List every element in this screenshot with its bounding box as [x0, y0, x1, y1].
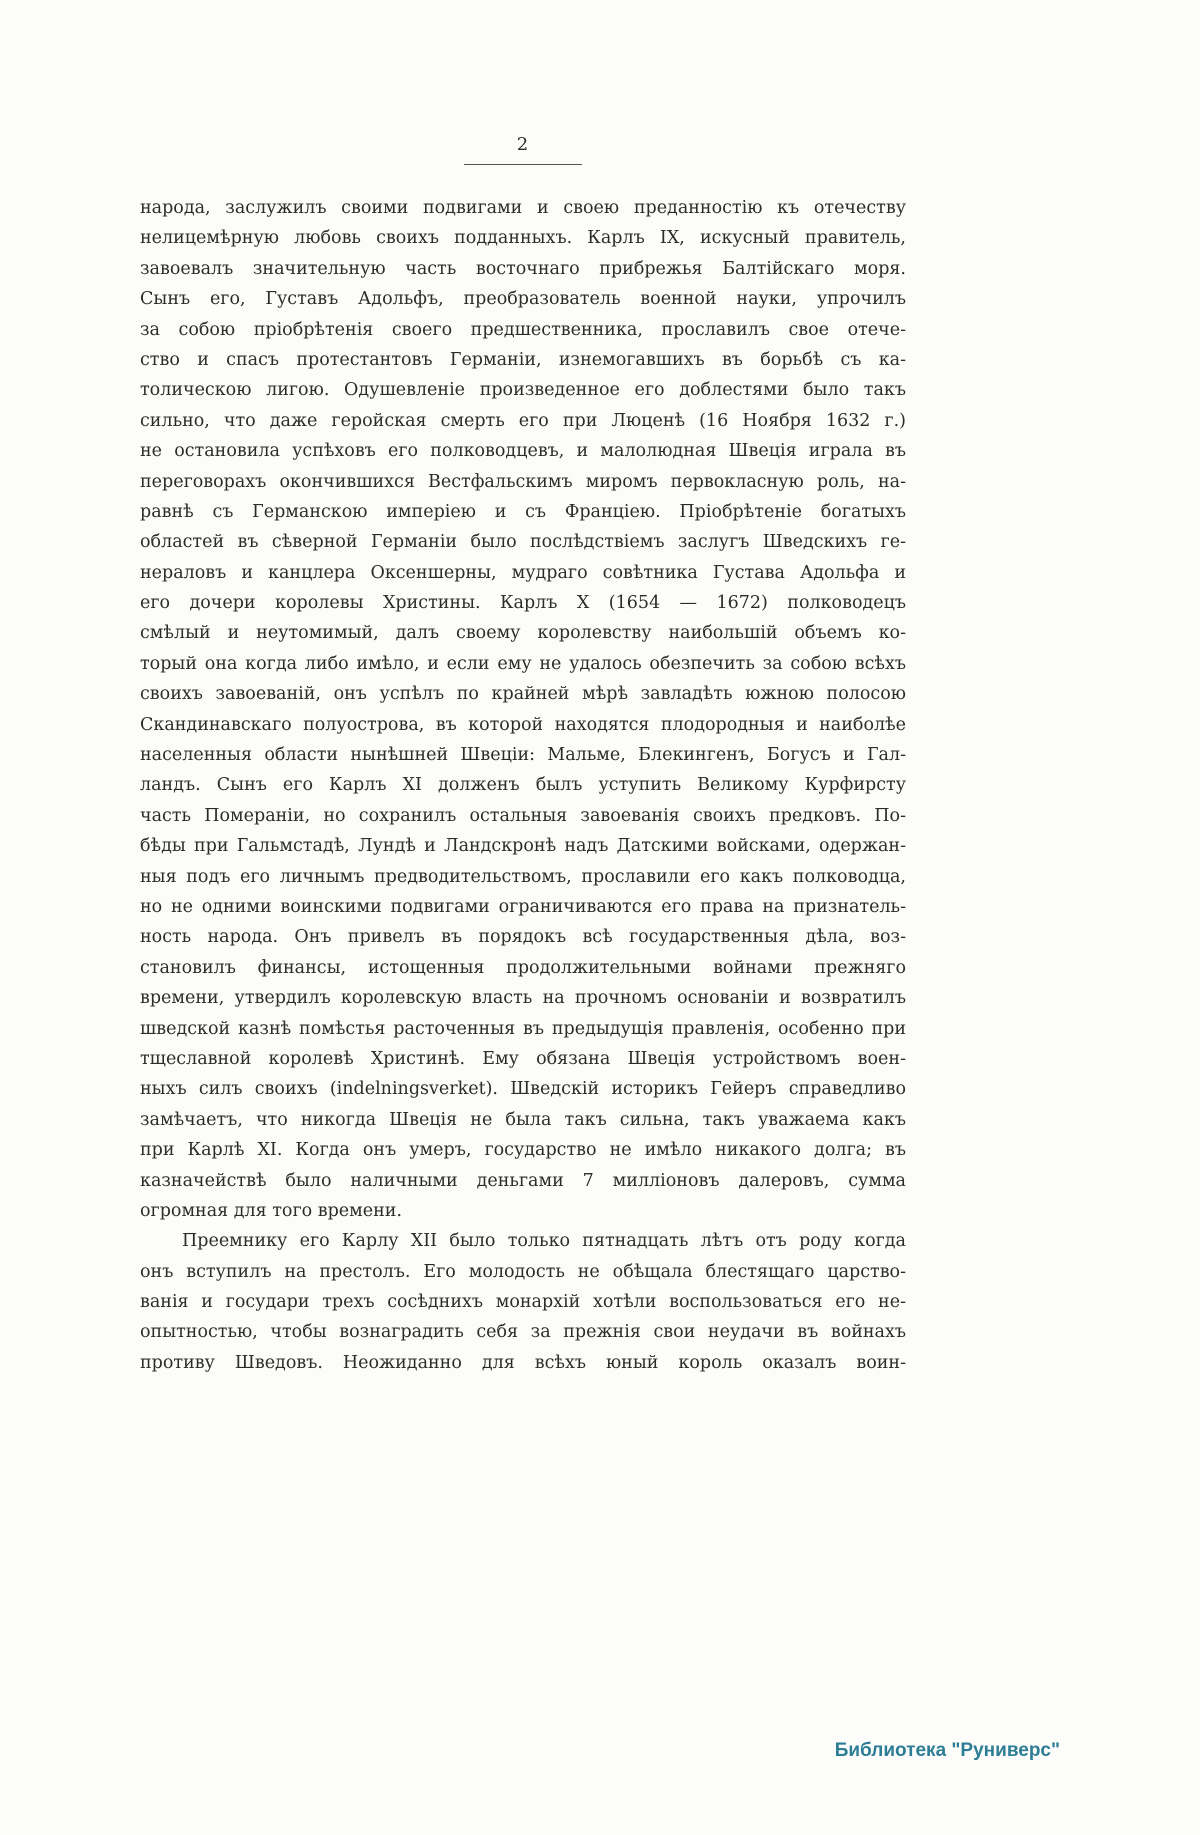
text-line: времени, утвердилъ королевскую власть на прочномъ основаніи и возвратилъ — [140, 988, 906, 1009]
page-number-rule — [464, 164, 582, 165]
text-line: переговорахъ окончившихся Вестфальскимъ миромъ первокласную роль, на- — [140, 471, 906, 492]
text-line: при Карлѣ XI. Когда онъ умеръ, государство не имѣло никакого долга; въ — [140, 1140, 906, 1161]
library-watermark: Библиотека "Руниверс" — [834, 1740, 1060, 1761]
text-line: онъ вступилъ на престолъ. Его молодость не обѣщала блестящаго царство- — [140, 1261, 906, 1282]
text-line: толическою лигою. Одушевленіе произведенное его доблестями было такъ — [140, 380, 906, 401]
text-line: Скандинавскаго полуострова, въ которой находятся плодородныя и наиболѣе — [140, 714, 906, 735]
text-line: за собою пріобрѣтенія своего предшественника, прославилъ свое отече- — [140, 319, 906, 340]
text-line: своихъ завоеваній, онъ успѣлъ по крайней мѣрѣ завладѣть южною полосою — [140, 684, 906, 705]
text-line: Сынъ его, Густавъ Адольфъ, преобразователь военной науки, упрочилъ — [140, 289, 906, 310]
text-line: ванія и государи трехъ сосѣднихъ монархій хотѣли воспользоваться его не- — [140, 1292, 906, 1313]
text-line: нелицемѣрную любовь своихъ подданныхъ. Карлъ IX, искусный правитель, — [140, 228, 906, 249]
text-line: часть Помераніи, но сохранилъ остальныя завоеванія своихъ предковъ. По- — [140, 805, 906, 826]
text-line: Преемнику его Карлу XII было только пятнадцать лѣтъ отъ роду когда — [182, 1231, 906, 1252]
text-line: нераловъ и канцлера Оксеншерны, мудраго совѣтника Густава Адольфа и — [140, 562, 906, 583]
text-line: торый она когда либо имѣло, и если ему не удалось обезпечить за собою всѣхъ — [140, 653, 906, 674]
text-line: не остановила успѣховъ его полководцевъ, и малолюдная Швеція играла въ — [140, 441, 906, 462]
text-line: ландъ. Сынъ его Карлъ XI долженъ былъ уступить Великому Курфирсту — [140, 775, 906, 796]
text-line: ность народа. Онъ привелъ въ порядокъ всѣ государственныя дѣла, воз- — [140, 927, 906, 948]
text-line: равнѣ съ Германскою имперіею и съ Франціею. Пріобрѣтеніе богатыхъ — [140, 501, 906, 522]
text-line: смѣлый и неутомимый, далъ своему королевству наибольшій объемъ ко- — [140, 623, 906, 644]
page-text — [140, 193, 906, 1378]
text-line: шведской казнѣ помѣстья расточенныя въ предыдущія правленія, особенно при — [140, 1018, 906, 1039]
text-line: опытностью, чтобы вознаградить себя за прежнія свои неудачи въ войнахъ — [140, 1322, 906, 1343]
text-line: населенныя области нынѣшней Швеціи: Мальме, Блекингенъ, Богусъ и Гал- — [140, 745, 906, 766]
text-line: ство и спасъ протестантовъ Германіи, изнемогавшихъ въ борьбѣ съ ка- — [140, 349, 906, 370]
page-number: 2 — [516, 134, 530, 155]
text-line: замѣчаетъ, что никогда Швеція не была такъ сильна, такъ уважаема какъ — [140, 1109, 906, 1130]
text-line: огромная для того времени. — [140, 1200, 403, 1221]
text-line: завоевалъ значительную часть восточнаго прибрежья Балтійскаго моря. — [140, 258, 906, 279]
text-line: сильно, что даже геройская смерть его при Люценѣ (16 Ноября 1632 г.) — [140, 410, 906, 431]
text-line: ныхъ силъ своихъ (indelningsverket). Шведскій историкъ Гейеръ справедливо — [140, 1079, 906, 1100]
text-line: народа, заслужилъ своими подвигами и своею преданностію къ отечеству — [140, 198, 906, 218]
text-line: ныя подъ его личнымъ предводительствомъ, прославили его какъ полководца, — [140, 866, 906, 887]
text-line: становилъ финансы, истощенныя продолжительными войнами прежняго — [140, 957, 906, 978]
text-line: тщеславной королевѣ Христинѣ. Ему обязана Швеція устройствомъ воен- — [140, 1048, 906, 1069]
text-line: его дочери королевы Христины. Карлъ X (1654 — 1672) полководецъ — [140, 593, 906, 614]
text-line: но не одними воинскими подвигами ограничиваются его права на признатель- — [140, 896, 906, 917]
text-line: бѣды при Гальмстадѣ, Лундѣ и Ландскронѣ надъ Датскими войсками, одержан- — [140, 836, 906, 857]
text-line: областей въ сѣверной Германіи было послѣдствіемъ заслугъ Шведскихъ ге- — [140, 532, 906, 553]
text-line: противу Шведовъ. Неожиданно для всѣхъ юный король оказалъ воин- — [140, 1352, 906, 1373]
text-line: казначействѣ было наличными деньгами 7 милліоновъ далеровъ, сумма — [140, 1170, 906, 1191]
